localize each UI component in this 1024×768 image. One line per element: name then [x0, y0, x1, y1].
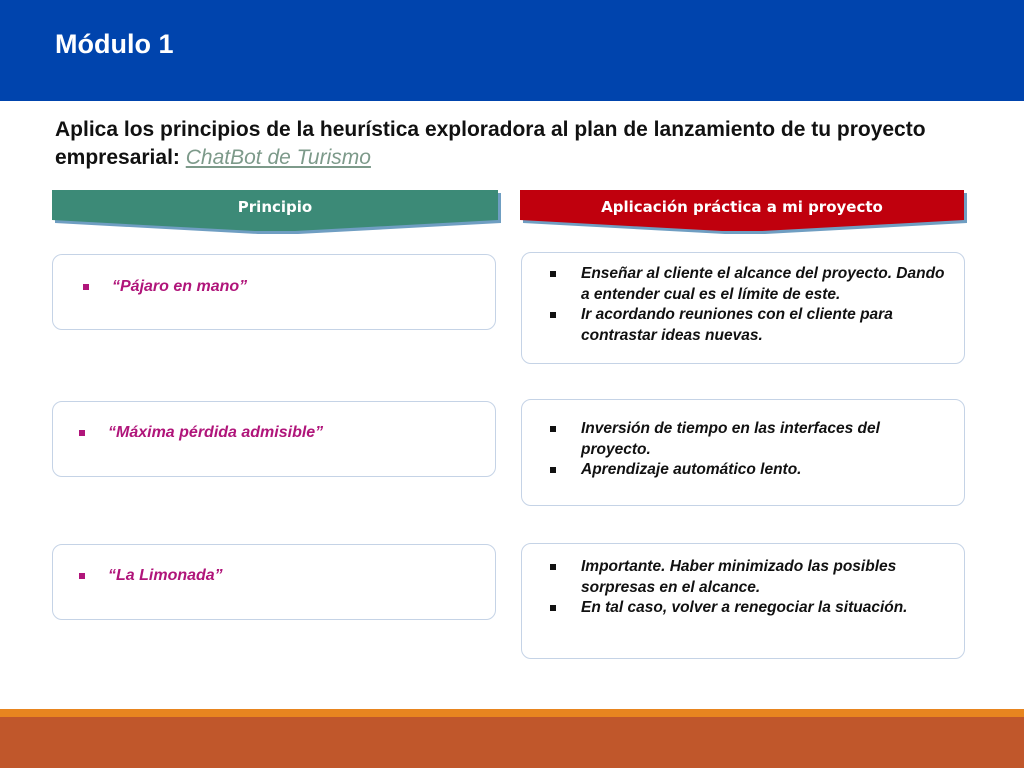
application-box	[521, 543, 965, 659]
application-box	[521, 399, 965, 506]
principle-item: “La Limonada”	[108, 566, 495, 586]
application-box	[521, 252, 965, 364]
project-link[interactable]: ChatBot de Turismo	[185, 146, 371, 169]
principle-item: “Pájaro en mano”	[112, 277, 495, 297]
footer-band	[0, 717, 1024, 768]
application-item: Enseñar al cliente el alcance del proyecto. Dando a entender cual es el límite de este.	[581, 264, 946, 305]
application-list	[522, 544, 964, 619]
application-item: Importante. Haber minimizado las posibles sorpresas en el alcance.	[581, 557, 944, 598]
principle-box	[52, 254, 496, 330]
principle-item: “Máxima pérdida admisible”	[108, 423, 495, 443]
principio-header	[52, 190, 498, 230]
principio-header-label: Principio	[237, 198, 313, 216]
footer-line	[0, 709, 1024, 717]
slide-title: Módulo 1	[55, 29, 174, 59]
application-list	[522, 400, 964, 481]
application-item: Aprendizaje automático lento.	[581, 460, 924, 481]
application-item: Inversión de tiempo en las interfaces del proyecto.	[581, 419, 924, 460]
principle-box	[52, 544, 496, 620]
application-list	[522, 253, 964, 346]
principle-list	[53, 402, 495, 443]
aplicacion-header-label: Aplicación práctica a mi proyecto	[601, 198, 883, 216]
application-item: Ir acordando reuniones con el cliente para contrastar ideas nuevas.	[581, 305, 946, 346]
slide-subtitle	[55, 116, 1005, 172]
principle-box	[52, 401, 496, 477]
aplicacion-header	[520, 190, 964, 230]
application-item: En tal caso, volver a renegociar la situación.	[581, 598, 944, 619]
principle-list	[53, 255, 495, 297]
principle-list	[53, 545, 495, 586]
subtitle-text: Aplica los principios de la heurística exploradora al plan de lanzamiento de tu proyecto empresarial:	[55, 118, 926, 169]
